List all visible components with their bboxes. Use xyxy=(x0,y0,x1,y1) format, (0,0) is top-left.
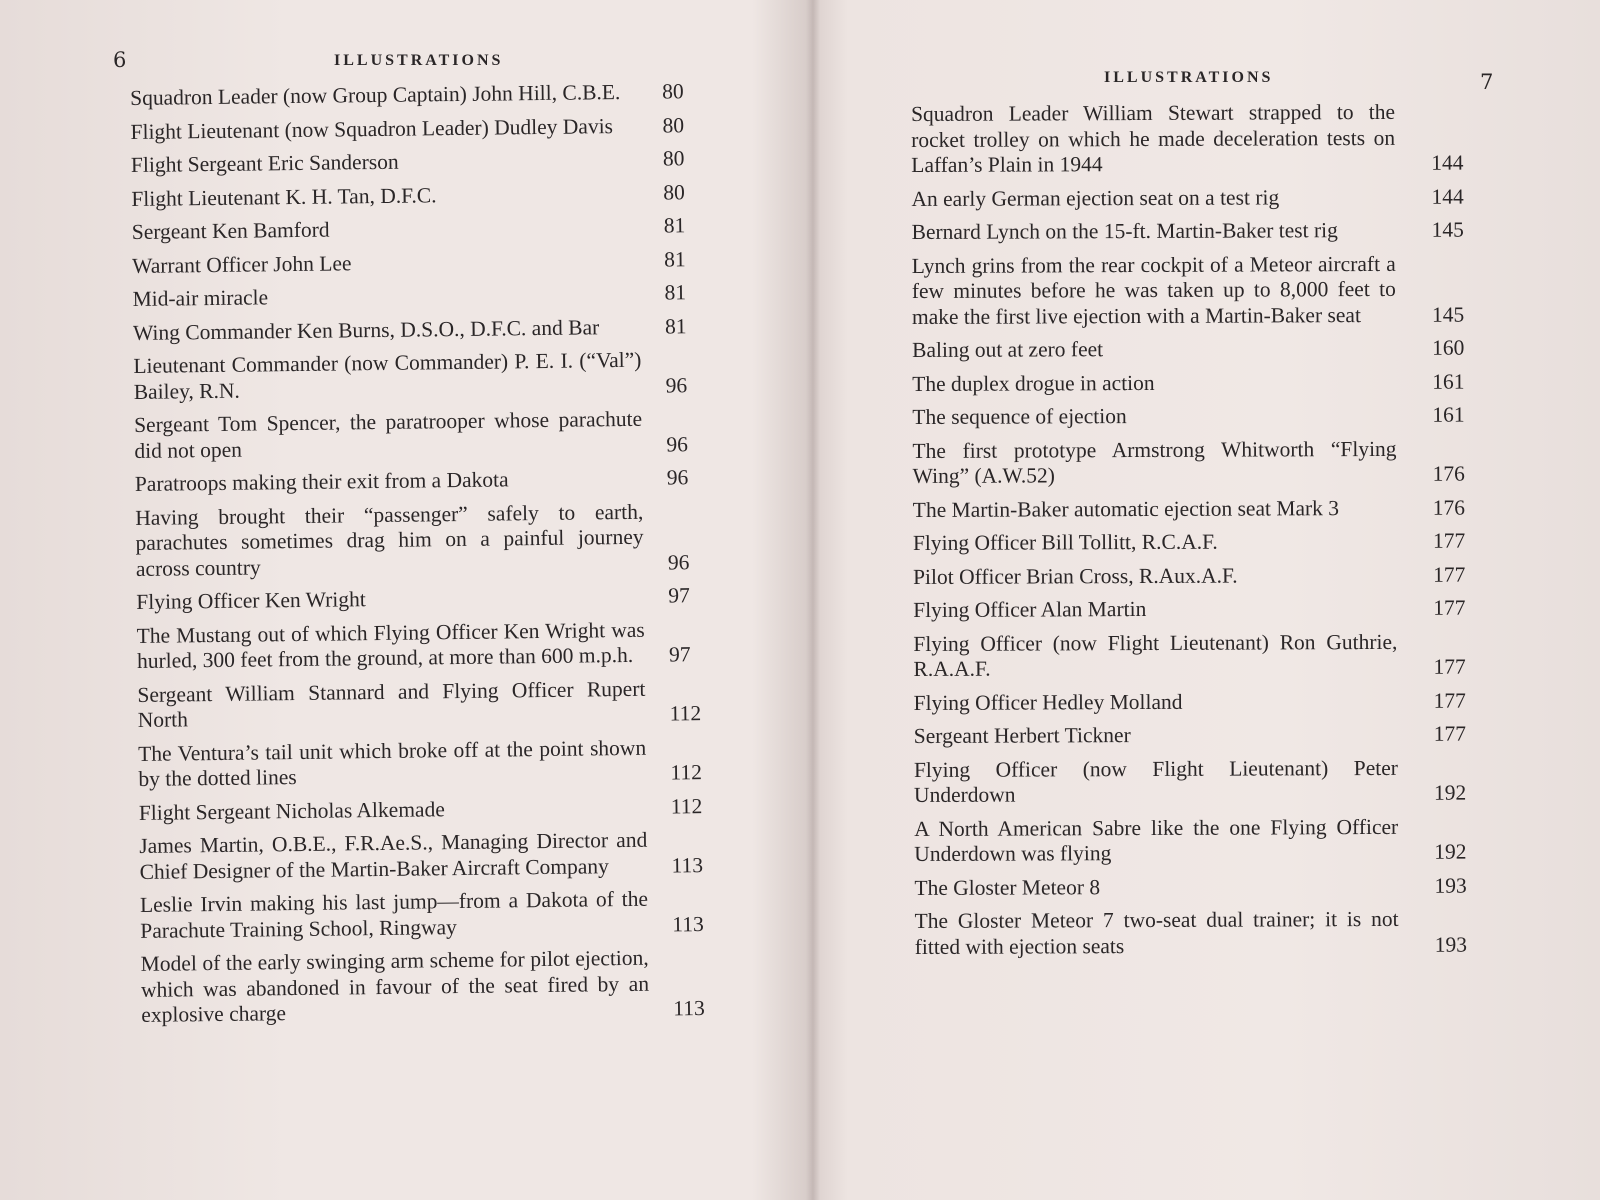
illustration-caption: An early German ejection seat on a test rig xyxy=(911,184,1280,211)
left-running-head: ILLUSTRATIONS xyxy=(334,52,504,69)
illustration-page-number: 97 xyxy=(668,583,690,608)
illustration-entry xyxy=(134,406,715,464)
illustration-page-number: 161 xyxy=(1432,369,1465,394)
illustration-page-number: 96 xyxy=(666,431,689,456)
illustration-entry xyxy=(912,251,1472,330)
illustration-caption: Sergeant Tom Spencer, the paratrooper whose parachute did not open xyxy=(133,406,643,463)
illustration-page-number: 145 xyxy=(1431,302,1465,327)
illustration-entry xyxy=(140,886,721,944)
illustration-page-number: 192 xyxy=(1434,839,1467,864)
illustration-entry xyxy=(914,688,1474,716)
illustration-page-number: 80 xyxy=(663,179,685,204)
illustration-page-number: 113 xyxy=(673,996,705,1021)
illustration-page-number: 80 xyxy=(661,79,684,104)
illustration-caption: The duplex drogue in action xyxy=(912,370,1155,396)
illustration-entry xyxy=(915,907,1475,960)
illustration-entry xyxy=(914,873,1474,901)
illustration-page-number: 112 xyxy=(670,793,703,818)
illustration-caption: Lieutenant Commander (now Commander) P. E. I. (“Val”) Bailey, R.N. xyxy=(133,347,642,404)
illustration-page-number: 176 xyxy=(1432,461,1465,486)
illustration-entry xyxy=(136,583,716,616)
illustration-entry xyxy=(132,280,712,313)
illustration-caption: The Gloster Meteor 8 xyxy=(914,874,1101,900)
illustration-entry xyxy=(911,100,1471,179)
illustration-entry xyxy=(131,179,711,212)
illustration-entry xyxy=(132,246,712,279)
illustration-caption: Having brought their “passenger” safely to earth, parachutes sometimes drag him on a painful journey across country xyxy=(135,499,644,581)
illustration-page-number: 192 xyxy=(1433,780,1467,805)
illustration-entry xyxy=(132,213,712,246)
illustration-page-number: 193 xyxy=(1434,932,1467,957)
illustration-caption: The Martin-Baker automatic ejection seat Mark 3 xyxy=(912,495,1340,522)
illustration-entry xyxy=(135,498,716,582)
illustration-page-number: 177 xyxy=(1433,654,1466,679)
illustration-caption: A North American Sabre like the one Flying Officer Underdown was flying xyxy=(914,814,1399,866)
illustration-caption: Warrant Officer John Lee xyxy=(132,250,352,278)
illustration-page-number: 80 xyxy=(662,112,685,137)
illustration-caption: Flying Officer Ken Wright xyxy=(136,587,366,614)
illustration-entry xyxy=(137,616,718,674)
illustration-page-number: 177 xyxy=(1433,595,1466,620)
illustration-entry xyxy=(912,369,1472,397)
right-page xyxy=(820,0,1600,1200)
illustration-caption: Mid-air miracle xyxy=(132,285,269,311)
illustration-entry xyxy=(130,112,710,145)
illustration-caption: Flight Lieutenant K. H. Tan, D.F.C. xyxy=(131,182,437,211)
illustration-page-number: 160 xyxy=(1432,335,1465,360)
illustration-entry xyxy=(131,146,711,179)
illustration-caption: Flight Sergeant Nicholas Alkemade xyxy=(138,796,445,825)
illustration-caption: James Martin, O.B.E., F.R.Ae.S., Managing Director and Chief Designer of the Martin-Baker Aircraft Company xyxy=(139,827,648,884)
illustration-entry xyxy=(138,734,719,792)
illustration-entry xyxy=(914,722,1474,750)
illustration-page-number: 177 xyxy=(1432,528,1466,553)
left-page-number: 6 xyxy=(113,48,127,72)
book-gutter xyxy=(806,0,820,1200)
illustration-caption: The first prototype Armstrong Whitworth “Flying Wing” (A.W.52) xyxy=(912,436,1397,488)
illustration-caption: Flying Officer (now Flight Lieutenant) Ron Guthrie, R.A.A.F. xyxy=(913,629,1398,681)
illustration-entry xyxy=(130,79,710,112)
right-running-head: ILLUSTRATIONS xyxy=(1104,69,1274,86)
illustration-caption: Baling out at zero feet xyxy=(912,337,1104,362)
right-page-number: 7 xyxy=(1480,70,1494,94)
illustration-caption: Flying Officer Hedley Molland xyxy=(913,689,1183,715)
illustration-entry xyxy=(133,347,714,405)
illustration-page-number: 96 xyxy=(666,465,689,490)
illustration-caption: Wing Commander Ken Burns, D.S.O., D.F.C. and Bar xyxy=(132,314,600,345)
illustration-page-number: 113 xyxy=(671,852,704,877)
illustration-caption: Flying Officer Alan Martin xyxy=(913,596,1147,622)
left-illustration-list xyxy=(130,79,722,1037)
illustration-page-number: 81 xyxy=(664,246,686,271)
illustration-entry xyxy=(912,403,1472,431)
illustration-entry xyxy=(141,945,722,1029)
illustration-page-number: 81 xyxy=(663,213,686,238)
illustration-entry xyxy=(913,529,1473,557)
illustration-caption: Sergeant William Stannard and Flying Officer Rupert North xyxy=(137,676,646,732)
illustration-page-number: 177 xyxy=(1433,688,1466,713)
illustration-page-number: 177 xyxy=(1433,562,1466,587)
illustration-page-number: 97 xyxy=(668,642,691,667)
illustration-page-number: 145 xyxy=(1431,217,1464,242)
illustration-page-number: 113 xyxy=(672,911,704,936)
illustration-caption: Squadron Leader (now Group Captain) John Hill, C.B.E. xyxy=(130,80,621,110)
illustration-caption: Flight Sergeant Eric Sanderson xyxy=(130,149,399,177)
illustration-page-number: 177 xyxy=(1433,721,1467,746)
illustration-caption: Model of the early swinging arm scheme for pilot ejection, which was abandoned in favour of the seat fired by an explosive charge xyxy=(140,945,650,1027)
illustration-entry xyxy=(139,793,719,826)
illustration-entry xyxy=(137,675,718,733)
illustration-page-number: 144 xyxy=(1431,184,1464,209)
illustration-caption: Flying Officer (now Flight Lieutenant) Peter Underdown xyxy=(913,755,1398,807)
illustration-entry xyxy=(912,436,1472,489)
illustration-entry xyxy=(913,562,1473,590)
illustration-page-number: 81 xyxy=(664,313,687,338)
illustration-caption: Leslie Irvin making his last jump—from a Dakota of the Parachute Training School, Ringway xyxy=(139,886,649,943)
illustration-page-number: 112 xyxy=(670,760,703,785)
illustration-entry xyxy=(914,814,1474,867)
illustration-entry xyxy=(913,629,1473,682)
illustration-page-number: 96 xyxy=(667,549,690,574)
illustration-entry xyxy=(133,313,713,346)
illustration-caption: Sergeant Ken Bamford xyxy=(131,217,330,244)
illustration-page-number: 193 xyxy=(1434,873,1467,898)
illustration-entry xyxy=(912,336,1472,364)
illustration-caption: The Gloster Meteor 7 two-seat dual trainer; it is not fitted with ejection seats xyxy=(914,906,1399,959)
illustration-entry xyxy=(135,465,715,498)
illustration-page-number: 176 xyxy=(1432,495,1466,520)
illustration-caption: Flying Officer Bill Tollitt, R.C.A.F. xyxy=(912,529,1218,555)
illustration-caption: Paratroops making their exit from a Dakota xyxy=(134,467,509,496)
illustration-entry xyxy=(911,184,1471,212)
illustration-caption: The Mustang out of which Flying Officer Ken Wright was hurled, 300 feet from the ground, at more than 600 m.p.h. xyxy=(136,617,645,673)
illustration-entry xyxy=(913,495,1473,523)
illustration-entry xyxy=(139,827,720,885)
illustration-caption: Pilot Officer Brian Cross, R.Aux.A.F. xyxy=(913,563,1238,589)
illustration-caption: Squadron Leader William Stewart strapped to the rocket trolley on which he made deceleration tests on Laffan’s Plain in 1944 xyxy=(911,99,1396,177)
illustration-entry xyxy=(912,218,1472,246)
illustration-page-number: 161 xyxy=(1432,402,1465,427)
illustration-page-number: 80 xyxy=(662,146,685,171)
illustration-page-number: 96 xyxy=(665,372,688,397)
right-illustration-list xyxy=(911,100,1475,968)
illustration-page-number: 81 xyxy=(664,280,687,305)
illustration-caption: Lynch grins from the rear cockpit of a Meteor aircraft a few minutes before he was taken up to 8,000 feet to make the first live ejection with a Martin-Baker seat xyxy=(911,251,1396,329)
illustration-caption: The sequence of ejection xyxy=(912,404,1127,429)
illustration-caption: The Ventura’s tail unit which broke off at the point shown by the dotted lines xyxy=(138,735,647,791)
illustration-entry xyxy=(913,596,1473,624)
illustration-page-number: 144 xyxy=(1431,150,1464,175)
illustration-entry xyxy=(914,755,1474,808)
illustration-caption: Bernard Lynch on the 15-ft. Martin-Baker test rig xyxy=(911,218,1338,244)
illustration-caption: Flight Lieutenant (now Squadron Leader) Dudley Davis xyxy=(130,113,614,144)
illustration-page-number: 112 xyxy=(669,701,702,726)
illustration-caption: Sergeant Herbert Tickner xyxy=(913,723,1131,748)
